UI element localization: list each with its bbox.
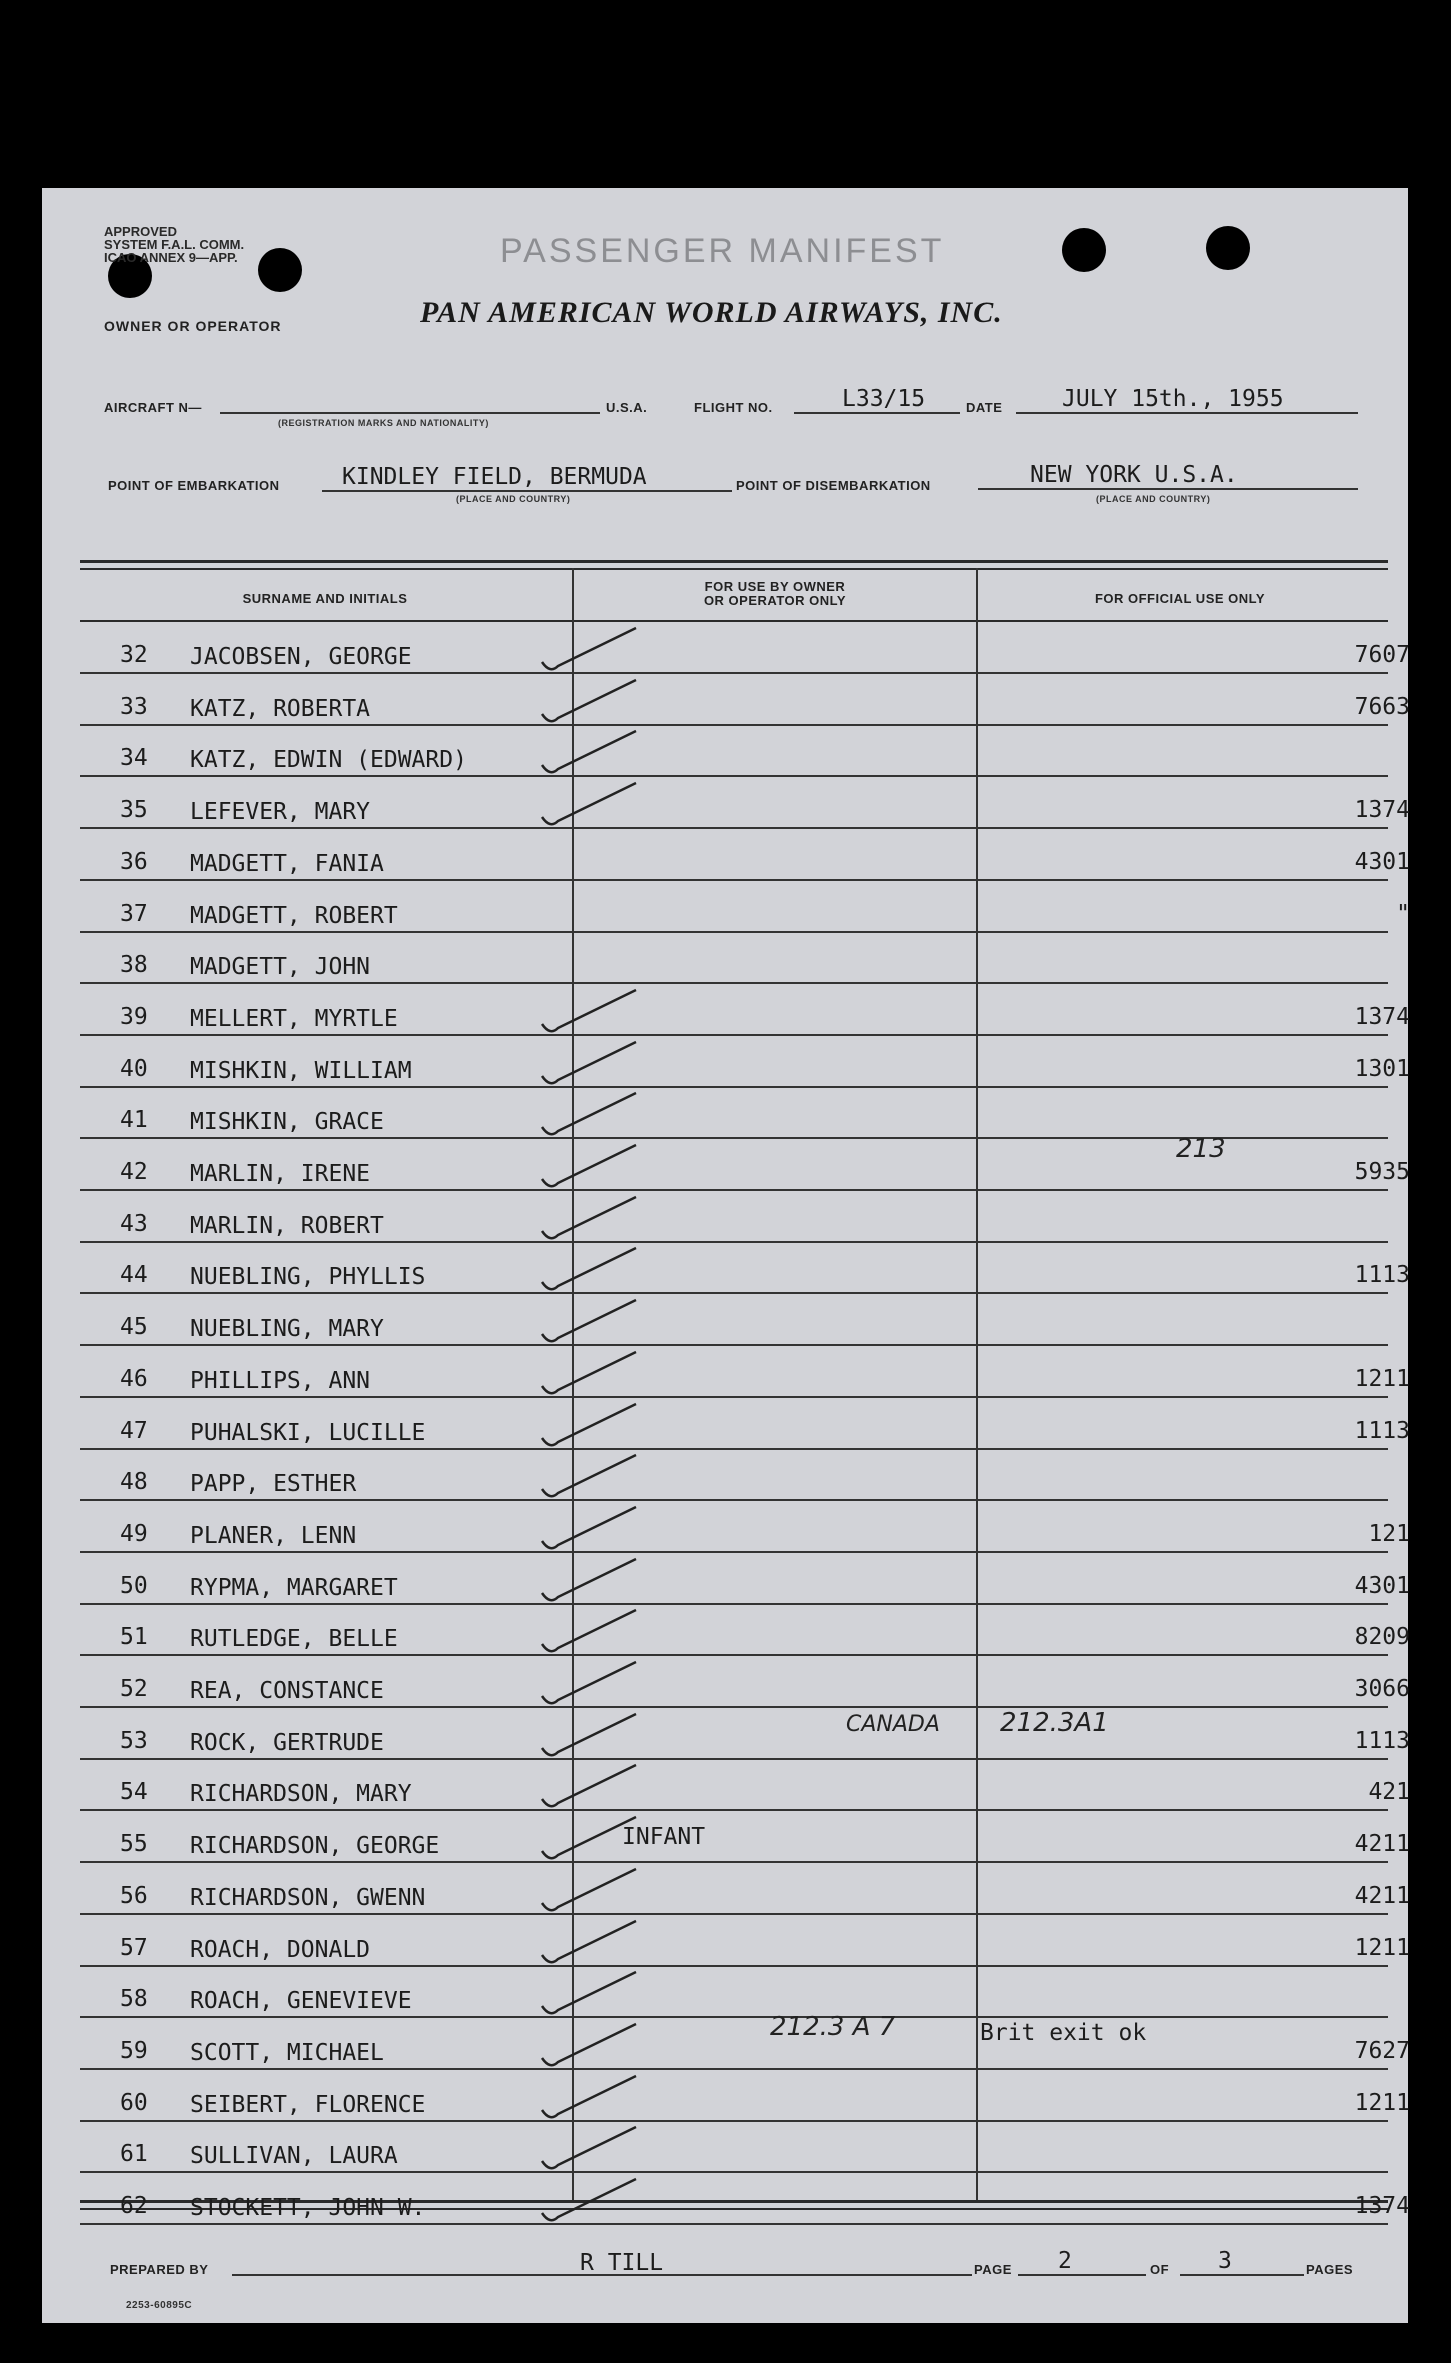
checkmark-icon [536, 1294, 646, 1350]
row-number: 45 [120, 1314, 148, 1341]
row-number: 49 [120, 1520, 148, 1547]
table-row [80, 946, 1410, 986]
row-rule [80, 879, 1388, 881]
official-code: 1211 [1354, 2089, 1410, 2116]
passenger-name: SCOTT, MICHAEL [190, 2039, 384, 2066]
passenger-name: ROACH, GENEVIEVE [190, 1988, 412, 2015]
official-code: 421 [1368, 1779, 1410, 1806]
row-number: 53 [120, 1727, 148, 1754]
row-number: 33 [120, 693, 148, 720]
row-rule [80, 1603, 1388, 1605]
official-code: 4211 [1354, 1882, 1410, 1909]
checkmark-icon [536, 1759, 646, 1815]
form-number: 2253-60895C [126, 2300, 193, 2311]
row-rule [80, 1086, 1388, 1088]
row-number: 44 [120, 1262, 148, 1289]
checkmark-icon [536, 1553, 646, 1609]
aircraft-line [220, 412, 600, 414]
official-code: 1374 [1354, 797, 1410, 824]
of-label: OF [1150, 2262, 1170, 2277]
official-code: 1374 [1354, 1003, 1410, 1030]
checkmark-icon [536, 674, 646, 730]
row-rule [80, 2120, 1388, 2122]
row-number: 43 [120, 1210, 148, 1237]
row-rule [80, 1758, 1388, 1760]
passenger-name: KATZ, EDWIN (EDWARD) [190, 747, 467, 774]
approval-stamp: APPROVED SYSTEM F.A.L. COMM. ICAO ANNEX 9—APP. [104, 224, 245, 265]
row-number: 32 [120, 642, 148, 668]
row-rule [80, 2016, 1388, 2018]
table-row [80, 998, 1410, 1038]
row-rule [80, 1706, 1388, 1708]
row-rule [80, 982, 1388, 984]
row-rule [80, 2223, 1388, 2225]
passenger-name: MARLIN, ROBERT [190, 1212, 384, 1239]
passenger-name: MISHKIN, WILLIAM [190, 1057, 412, 1084]
page-line [1018, 2274, 1146, 2276]
table-row [80, 2084, 1410, 2124]
passenger-name: ROACH, DONALD [190, 1936, 371, 1963]
owner-note: 212.3 A 7 [770, 2012, 896, 2042]
checkmark-icon [536, 1863, 646, 1919]
passenger-name: JACOBSEN, GEORGE [190, 644, 412, 670]
checkmark-icon [536, 1708, 646, 1764]
owner-note: CANADA [846, 1712, 940, 1737]
passenger-name: MARLIN, IRENE [190, 1161, 371, 1187]
table-row [80, 739, 1410, 779]
row-rule [80, 1034, 1388, 1036]
row-number: 51 [120, 1624, 148, 1651]
row-number: 56 [120, 1882, 148, 1909]
official-code: 1374 [1354, 2193, 1410, 2219]
passenger-name: MADGETT, ROBERT [190, 902, 398, 929]
passenger-name: REA, CONSTANCE [190, 1678, 384, 1704]
table-row [80, 1825, 1410, 1865]
embarkation-line [322, 490, 732, 492]
prepared-by-value: R TILL [580, 2250, 664, 2276]
passenger-name: NUEBLING, PHYLLIS [190, 1264, 426, 1291]
table-row [80, 688, 1410, 728]
table-row [80, 2187, 1410, 2227]
checkmark-icon [536, 2173, 646, 2229]
date-line [1016, 412, 1358, 414]
header-bottom-rule [80, 620, 1388, 622]
registration-note: (REGISTRATION MARKS AND NATIONALITY) [278, 418, 489, 428]
passenger-name: SULLIVAN, LAURA [190, 2143, 398, 2170]
official-code: 3066 [1354, 1676, 1410, 1702]
official-code: 7627 [1354, 2037, 1410, 2064]
passenger-name: RICHARDSON, GWENN [190, 1884, 426, 1911]
passenger-name: NUEBLING, MARY [190, 1316, 384, 1343]
aircraft-label: AIRCRAFT N— [104, 400, 202, 415]
official-code: 1301 [1354, 1055, 1410, 1082]
table-row [80, 636, 1410, 676]
row-number: 48 [120, 1469, 148, 1496]
punch-hole [1206, 226, 1250, 270]
checkmark-icon [536, 984, 646, 1040]
passenger-name: MELLERT, MYRTLE [190, 1005, 398, 1032]
disembarkation-label: POINT OF DISEMBARKATION [736, 478, 931, 493]
passenger-name: PLANER, LENN [190, 1522, 357, 1549]
date-label: DATE [966, 400, 1003, 415]
row-rule [80, 2171, 1388, 2173]
row-number: 54 [120, 1779, 148, 1806]
row-rule [80, 2068, 1388, 2070]
place-note: (PLACE AND COUNTRY) [456, 494, 571, 504]
checkmark-icon [536, 1036, 646, 1092]
official-note: 212.3A1 [1000, 1708, 1109, 1738]
table-row [80, 1618, 1410, 1658]
passenger-name: RICHARDSON, GEORGE [190, 1833, 440, 1860]
row-number: 46 [120, 1365, 148, 1392]
checkmark-icon [536, 2018, 646, 2074]
row-rule [80, 1344, 1388, 1346]
embarkation-value: KINDLEY FIELD, BERMUDA [342, 464, 647, 490]
row-rule [80, 1241, 1388, 1243]
row-number: 40 [120, 1055, 148, 1082]
row-number: 34 [120, 745, 148, 772]
passenger-name: STOCKETT, JOHN W. [190, 2195, 426, 2221]
table-row [80, 1929, 1410, 1969]
official-note: 213 [1176, 1134, 1226, 1164]
disembarkation-line [978, 488, 1358, 490]
official-code: 1211 [1354, 1365, 1410, 1392]
column-header-surname: SURNAME AND INITIALS [242, 591, 408, 606]
row-number: 41 [120, 1107, 148, 1134]
checkmark-icon [536, 1346, 646, 1402]
checkmark-icon [536, 622, 646, 678]
pages-line [1180, 2274, 1304, 2276]
row-rule [80, 1654, 1388, 1656]
row-number: 62 [120, 2193, 148, 2219]
row-number: 55 [120, 1831, 148, 1858]
checkmark-icon [536, 1242, 646, 1298]
table-row [80, 1256, 1410, 1296]
table-row [80, 1515, 1410, 1555]
row-rule [80, 827, 1388, 829]
table-row [80, 1308, 1410, 1348]
row-rule [80, 1551, 1388, 1553]
table-top-rule [80, 560, 1388, 563]
column-header-official-use: FOR OFFICIAL USE ONLY [1094, 591, 1266, 606]
row-number: 50 [120, 1572, 148, 1599]
place-note: (PLACE AND COUNTRY) [1096, 494, 1211, 504]
passenger-name: RUTLEDGE, BELLE [190, 1626, 398, 1653]
row-rule [80, 1189, 1388, 1191]
checkmark-icon [536, 725, 646, 781]
table-top-rule [80, 568, 1388, 570]
row-number: 47 [120, 1417, 148, 1444]
passenger-name: PUHALSKI, LUCILLE [190, 1419, 426, 1446]
row-rule [80, 1861, 1388, 1863]
punch-hole [258, 248, 302, 292]
checkmark-icon [536, 1604, 646, 1660]
usa-label: U.S.A. [606, 400, 648, 415]
passenger-name: RICHARDSON, MARY [190, 1781, 412, 1808]
row-number: 35 [120, 797, 148, 824]
row-rule [80, 1448, 1388, 1450]
official-code: 4301 [1354, 1572, 1410, 1599]
checkmark-icon [536, 2070, 646, 2126]
checkmark-icon [536, 2121, 646, 2177]
embarkation-label: POINT OF EMBARKATION [108, 478, 280, 493]
table-row [80, 1877, 1410, 1917]
disembarkation-value: NEW YORK U.S.A. [1030, 462, 1238, 488]
pages-label: PAGES [1306, 2262, 1354, 2277]
official-code: 1211 [1354, 1934, 1410, 1961]
row-rule [80, 724, 1388, 726]
flight-number: L33/15 [842, 386, 926, 412]
passenger-name: PAPP, ESTHER [190, 1471, 357, 1498]
official-code: 7663 [1354, 693, 1410, 720]
checkmark-icon [536, 777, 646, 833]
table-row [80, 1980, 1410, 2020]
passenger-name: SEIBERT, FLORENCE [190, 2091, 426, 2118]
checkmark-icon [536, 1449, 646, 1505]
passenger-name: LEFEVER, MARY [190, 799, 371, 826]
table-row [80, 1722, 1410, 1762]
official-code: " [1396, 900, 1410, 927]
checkmark-icon [536, 1656, 646, 1712]
table-row [80, 791, 1410, 831]
page-number: 2 [1058, 2248, 1072, 2274]
flight-date: JULY 15th., 1955 [1062, 386, 1284, 412]
row-number: 37 [120, 900, 148, 927]
table-row [80, 1050, 1410, 1090]
column-header-owner-use: FOR USE BY OWNER OR OPERATOR ONLY [703, 579, 847, 608]
row-number: 58 [120, 1986, 148, 2013]
passenger-name: PHILLIPS, ANN [190, 1367, 371, 1394]
official-note: Brit exit ok [980, 2020, 1147, 2046]
passenger-name: MADGETT, FANIA [190, 850, 384, 877]
checkmark-icon [536, 1915, 646, 1971]
table-row [80, 1205, 1410, 1245]
row-rule [80, 1809, 1388, 1811]
row-number: 52 [120, 1676, 148, 1702]
checkmark-icon [536, 1191, 646, 1247]
table-row [80, 2032, 1410, 2072]
row-number: 42 [120, 1159, 148, 1185]
passenger-name: MADGETT, JOHN [190, 954, 371, 981]
official-code: 1113 [1354, 1417, 1410, 1444]
row-number: 61 [120, 2141, 148, 2168]
official-code: 4301 [1354, 848, 1410, 875]
row-number: 38 [120, 952, 148, 979]
row-rule [80, 672, 1388, 674]
official-code: 4211 [1354, 1831, 1410, 1858]
table-row [80, 1360, 1410, 1400]
owner-note: INFANT [622, 1824, 706, 1850]
row-rule [80, 775, 1388, 777]
total-pages: 3 [1218, 2248, 1232, 2274]
official-code: 5935 [1354, 1159, 1410, 1185]
owner-label: OWNER OR OPERATOR [104, 318, 282, 334]
page-title: PASSENGER MANIFEST [500, 232, 945, 270]
table-row [80, 1567, 1410, 1607]
row-rule [80, 1396, 1388, 1398]
flight-line [794, 412, 960, 414]
row-rule [80, 1965, 1388, 1967]
passenger-name: ROCK, GERTRUDE [190, 1729, 384, 1756]
row-rule [80, 1292, 1388, 1294]
table-row [80, 895, 1410, 935]
row-number: 36 [120, 848, 148, 875]
table-row [80, 1463, 1410, 1503]
table-row [80, 843, 1410, 883]
table-row [80, 1773, 1410, 1813]
checkmark-icon [536, 1139, 646, 1195]
table-row [80, 1670, 1410, 1710]
row-rule [80, 931, 1388, 933]
flight-label: FLIGHT NO. [694, 400, 773, 415]
official-code: 1113 [1354, 1262, 1410, 1289]
checkmark-icon [536, 1398, 646, 1454]
company-name: PAN AMERICAN WORLD AIRWAYS, INC. [420, 296, 1003, 329]
page-label: PAGE [974, 2262, 1012, 2277]
row-number: 39 [120, 1003, 148, 1030]
table-row [80, 1412, 1410, 1452]
punch-hole [1062, 228, 1106, 272]
table-row [80, 2135, 1410, 2175]
checkmark-icon [536, 1966, 646, 2022]
official-code: 121 [1368, 1520, 1410, 1547]
row-number: 59 [120, 2037, 148, 2064]
passenger-name: MISHKIN, GRACE [190, 1109, 384, 1136]
official-code: 8209 [1354, 1624, 1410, 1651]
official-code: 1113 [1354, 1727, 1410, 1754]
checkmark-icon [536, 1087, 646, 1143]
row-rule [80, 1913, 1388, 1915]
checkmark-icon [536, 1501, 646, 1557]
row-number: 60 [120, 2089, 148, 2116]
row-number: 57 [120, 1934, 148, 1961]
row-rule [80, 1499, 1388, 1501]
passenger-name: RYPMA, MARGARET [190, 1574, 398, 1601]
passenger-name: KATZ, ROBERTA [190, 695, 371, 722]
prepared-by-label: PREPARED BY [110, 2262, 209, 2277]
official-code: 7607 [1354, 642, 1410, 668]
